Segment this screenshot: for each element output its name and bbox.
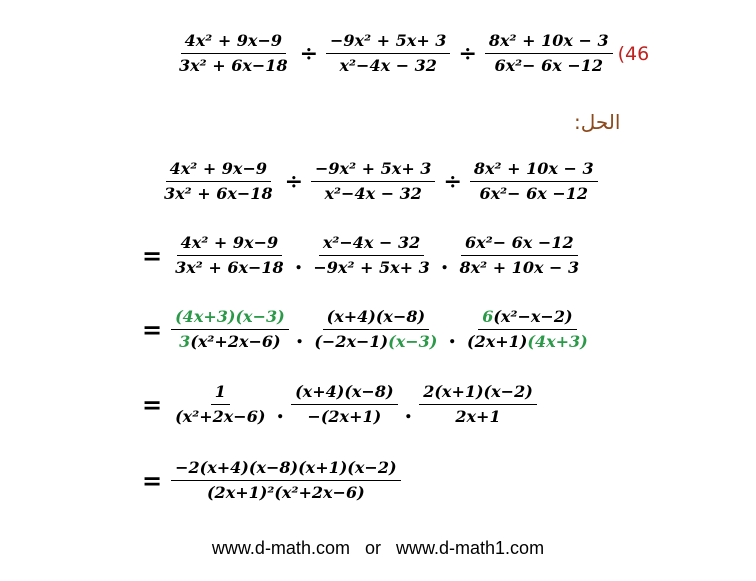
cancel-factor: 3: [179, 332, 191, 351]
multiply-dot: .: [295, 322, 304, 349]
problem-line: [170, 32, 649, 75]
site-link-1[interactable]: www.d-math.com: [211, 538, 350, 558]
step2-fraction-1: $\frac{(4x+3)(x-3)}{\text{3(x²+2x−6)}}$: [171, 308, 289, 351]
divide-operator: ÷: [299, 40, 319, 67]
step0-fraction-3: $\frac{\text{8x² + 10x − 3}}{\text{6x²− 6x −12}}$: [470, 160, 598, 203]
cancel-factor: (4x+3): [527, 332, 588, 351]
step3-fraction-2: $\frac{(x+4)(x-8)}{-(2x+1)}$: [291, 383, 397, 426]
multiply-dot: .: [294, 248, 303, 275]
step2-fraction-2: $\frac{(x+4)(x-8)}{(-2x-1)(x-3)}$: [314, 307, 438, 351]
step3-fraction-3: $\frac{2(x+1)(x-2)}{2x+1}$: [419, 383, 537, 426]
equals-sign: =: [142, 466, 163, 495]
problem-fraction-3: $\frac{\text{8x² + 10x − 3}}{\text{6x²− 6x −12}}$: [485, 32, 613, 75]
equals-sign: =: [142, 390, 163, 419]
step1-fraction-3: $\frac{\text{6x²− 6x −12}}{\text{8x² + 10x − 3}}$: [459, 233, 580, 277]
step-2: [142, 308, 597, 351]
step0-fraction-2: $\frac{\text{−9x² + 5x+ 3}}{\text{x²−4x − 32}}$: [311, 160, 435, 203]
equals-sign: =: [142, 315, 163, 344]
multiply-dot: .: [276, 397, 285, 424]
multiply-dot: .: [448, 322, 457, 349]
cancel-factor: (4x+3)(x−3): [175, 307, 285, 326]
step-4: [142, 459, 406, 502]
divide-operator: ÷: [284, 168, 304, 195]
or-text: or: [364, 538, 381, 558]
footer-links: [0, 538, 756, 559]
cancel-factor: (x−3): [388, 332, 438, 351]
divide-operator: ÷: [443, 168, 462, 195]
step0-fraction-1: $\frac{\text{4x² + 9x−9}}{\text{3x² + 6x−18}}$: [164, 159, 273, 203]
cancel-factor: 6: [482, 307, 494, 326]
step2-fraction-3: $\frac{\text{6(x²−x−2)}}{(2x+1)(4x+3)}$: [467, 307, 588, 351]
step-3: [142, 383, 542, 426]
solution-label: الحل:: [574, 110, 621, 134]
multiply-dot: .: [404, 397, 413, 424]
problem-fraction-1: $\frac{\text{4x² + 9x−9}}{\text{3x² + 6x−18}}$: [179, 31, 288, 75]
problem-number: (46: [617, 42, 650, 65]
multiply-dot: .: [440, 248, 449, 275]
step1-fraction-2: $\frac{\text{x²−4x − 32}}{\text{−9x² + 5x+ 3}}$: [313, 233, 430, 277]
divide-operator: ÷: [458, 40, 477, 67]
step3-fraction-1: $\frac{1}{\text{(x²+2x−6)}}$: [175, 382, 266, 426]
equals-sign: =: [142, 241, 163, 270]
site-link-2[interactable]: www.d-math1.com: [396, 538, 545, 558]
step-1: [142, 234, 588, 277]
step1-fraction-1: $\frac{\text{4x² + 9x−9}}{\text{3x² + 6x−18}}$: [175, 233, 284, 277]
step4-fraction-final: $\frac{-2(x+4)(x-8)(x+1)(x-2)}{\text{(2x+1)²(x²+2x−6)}}$: [171, 459, 400, 502]
problem-fraction-2: $\frac{\text{−9x² + 5x+ 3}}{\text{x²−4x − 32}}$: [326, 32, 450, 75]
step-0: [155, 160, 603, 203]
